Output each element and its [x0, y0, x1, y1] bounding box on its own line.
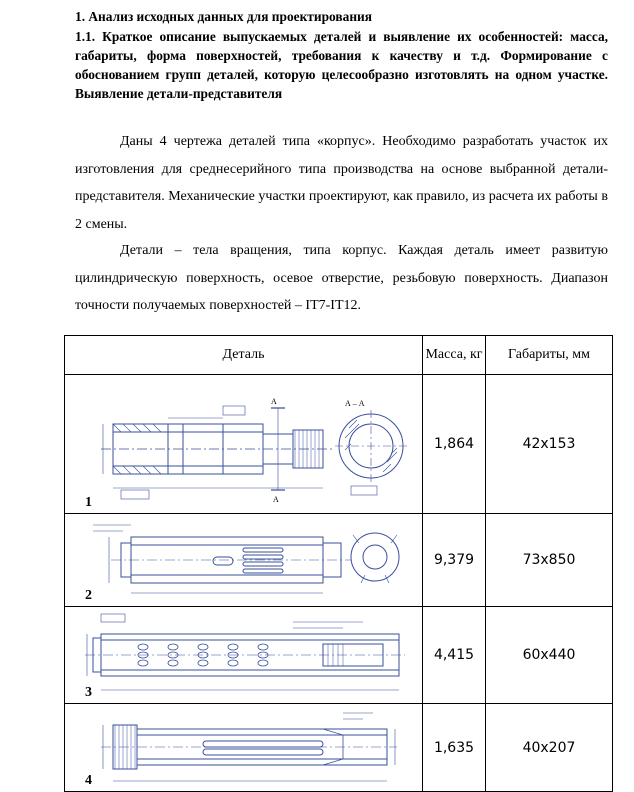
- section-title: А – А: [345, 399, 365, 408]
- part-dims: 40х207: [486, 704, 613, 792]
- part-dims: 60х440: [486, 607, 613, 704]
- part-dims: 42х153: [486, 375, 613, 514]
- part-mass: 4,415: [423, 607, 486, 704]
- paragraph-task: Даны 4 чертежа деталей типа «корпус». Необходимо разработать участок их изготовления для среднесерийного типа производства на основе выбранной детали-представителя. Механические участки проектируют, как правило, из расчета их работы в 2 смены.: [75, 134, 608, 232]
- part-number: 2: [85, 588, 92, 603]
- table-row: [65, 375, 613, 514]
- part-number: 4: [85, 773, 92, 788]
- section-heading: 1. Анализ исходных данных для проектирования: [75, 9, 373, 24]
- part-drawing-cell: [65, 375, 423, 514]
- part-drawing-cell: [65, 704, 423, 792]
- paragraph-parts-description: Детали – тела вращения, типа корпус. Каждая деталь имеет развитую цилиндрическую поверхность, осевое отверстие, резьбовую поверхность. Диапазон точности получаемых поверхностей – IT7-IT12.: [75, 243, 608, 313]
- section-mark-top: А: [271, 397, 277, 406]
- section-mark-bottom: А: [273, 495, 279, 504]
- part-2-drawing: [73, 517, 413, 603]
- part-number: 3: [85, 685, 92, 700]
- table-header-row: [65, 336, 613, 375]
- header-dims: Габариты, мм: [486, 336, 613, 375]
- table-row: [65, 514, 613, 607]
- part-1-drawing: [73, 378, 413, 510]
- part-dims: 73х850: [486, 514, 613, 607]
- part-mass: 1,864: [423, 375, 486, 514]
- part-mass: 1,635: [423, 704, 486, 792]
- part-3-drawing: [73, 610, 413, 700]
- subsection-heading: 1.1. Краткое описание выпускаемых деталей и выявление их особенностей: масса, габариты, форма поверхностей, требования к качеству и т.д. Формирование с обоснованием групп деталей, которую целесообразно изготовлять на одном участке. Выявление детали-представителя: [75, 29, 608, 101]
- header-mass: Масса, кг: [423, 336, 486, 375]
- part-mass: 9,379: [423, 514, 486, 607]
- part-drawing-cell: [65, 607, 423, 704]
- table-row: [65, 607, 613, 704]
- part-number: 1: [85, 495, 92, 510]
- part-4-drawing: [73, 707, 413, 788]
- parts-table: [64, 335, 613, 792]
- header-part: Деталь: [65, 336, 423, 375]
- table-row: [65, 704, 613, 792]
- part-drawing-cell: [65, 514, 423, 607]
